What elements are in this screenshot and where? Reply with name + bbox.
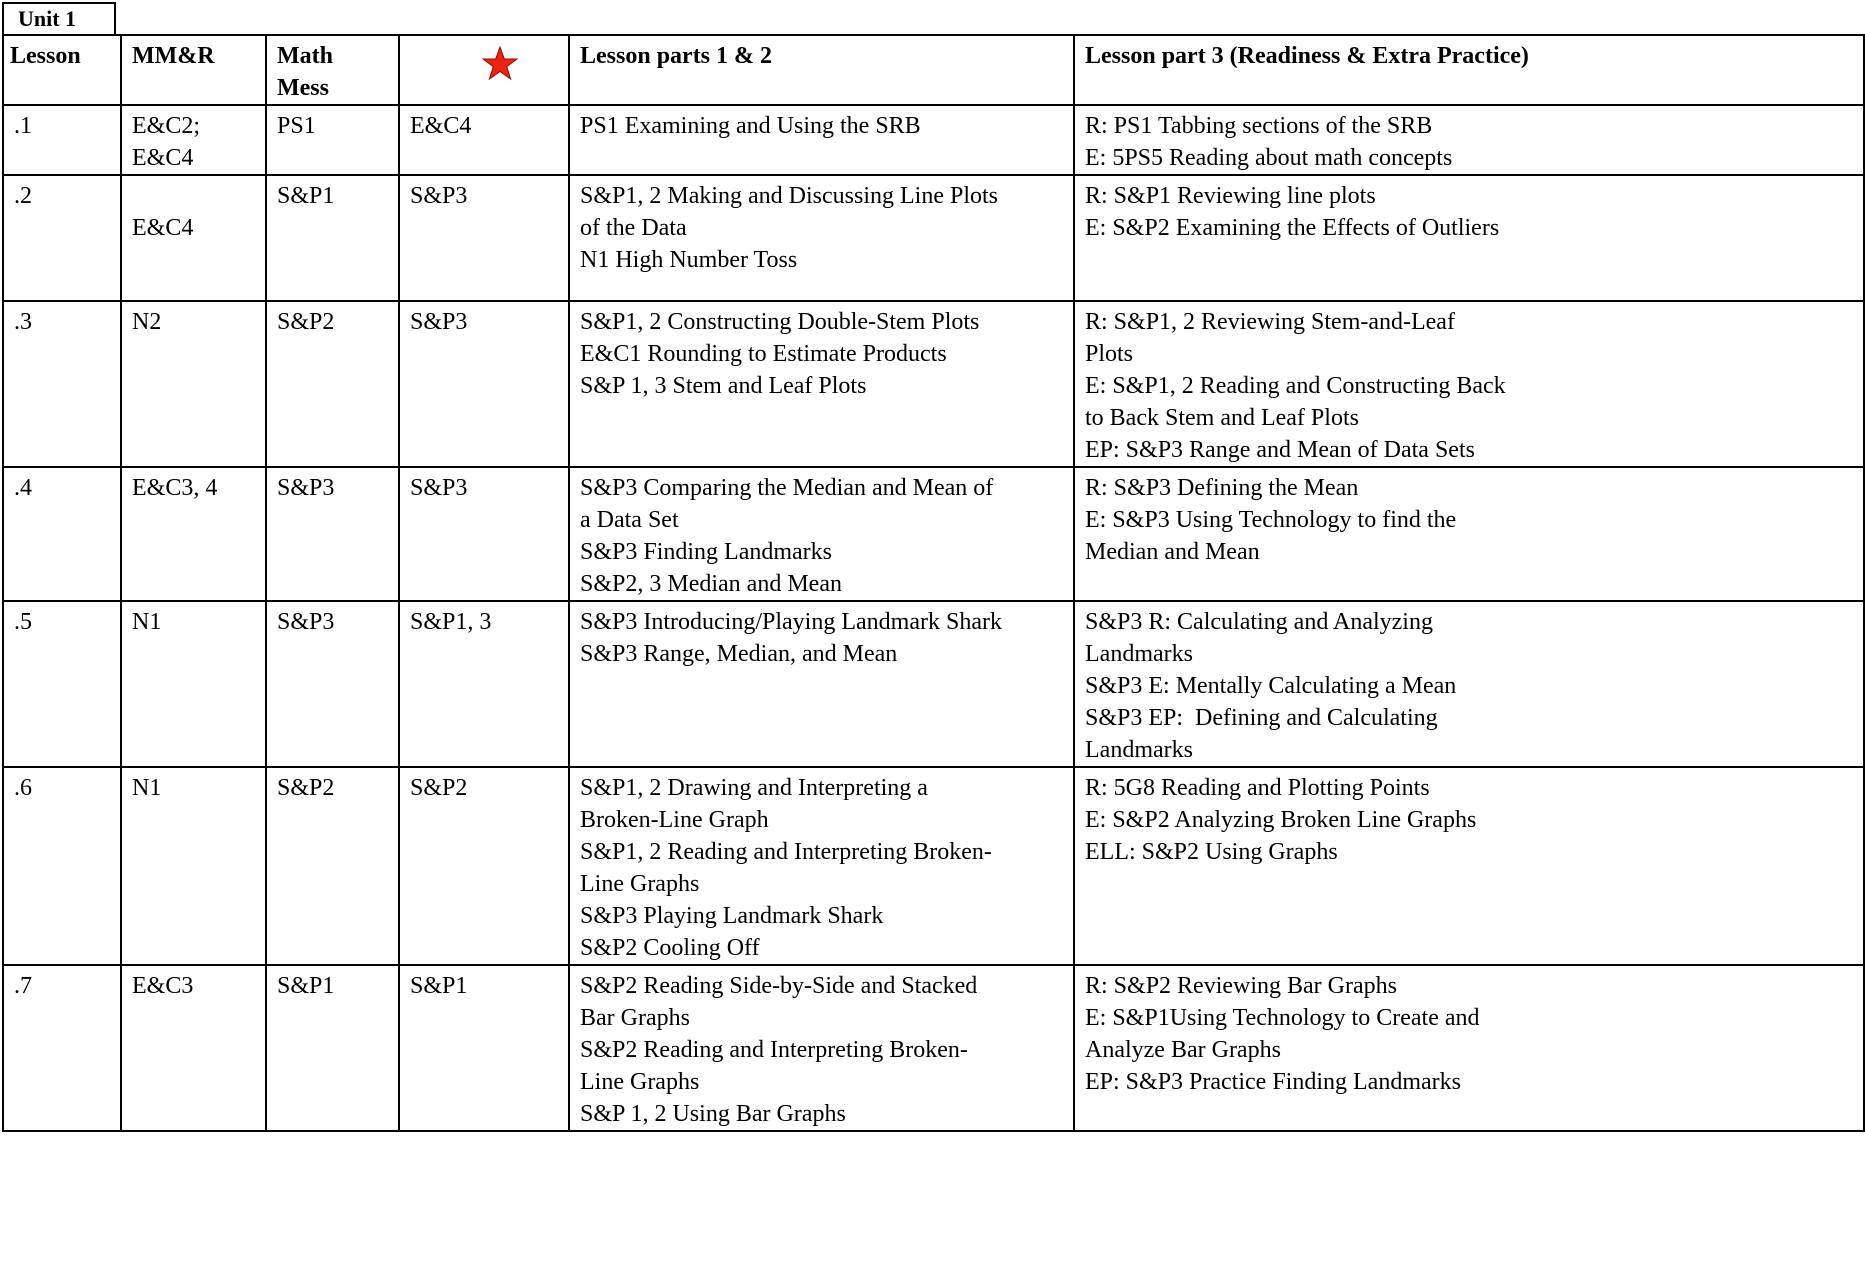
cell-mmr: [121, 105, 266, 175]
cell-parts12: [569, 767, 1074, 965]
header-math-mess: Math Mess: [266, 35, 399, 105]
table-row: [3, 105, 1864, 175]
cell-math-mess: [266, 467, 399, 601]
cell-line: ELL: S&P2 Using Graphs: [1085, 839, 1338, 865]
unit-label: Unit 1: [2, 2, 116, 34]
cell-part3: [1074, 601, 1864, 767]
cell-star: [399, 767, 569, 965]
red-star-icon: [482, 46, 518, 82]
cell-line: S&P1, 2 Drawing and Interpreting a: [580, 775, 928, 801]
table-row: [3, 965, 1864, 1131]
cell-line: S&P2 Reading Side-by-Side and Stacked: [580, 973, 978, 999]
cell-math-mess: [266, 301, 399, 467]
cell-line: S&P1: [277, 183, 335, 209]
lesson-number: .3: [3, 301, 121, 467]
cell-line: S&P3: [410, 183, 468, 209]
cell-parts12: [569, 301, 1074, 467]
cell-star: [399, 467, 569, 601]
table-row: [3, 175, 1864, 301]
cell-math-mess: [266, 105, 399, 175]
cell-line: E&C2;: [132, 113, 201, 139]
table-row: [3, 301, 1864, 467]
cell-parts12: [569, 467, 1074, 601]
cell-line: PS1: [277, 113, 316, 139]
cell-line: S&P3 Playing Landmark Shark: [580, 903, 884, 929]
cell-line: S&P1, 2 Constructing Double-Stem Plots: [580, 309, 980, 335]
cell-line: E: S&P1, 2 Reading and Constructing Back: [1085, 373, 1506, 399]
lesson-number: .7: [3, 965, 121, 1131]
cell-parts12: [569, 175, 1074, 301]
lesson-plan-table: [2, 34, 1865, 1132]
cell-line: Line Graphs: [580, 871, 700, 897]
header-mmr: MM&R: [121, 35, 266, 105]
cell-line: S&P2 Cooling Off: [580, 935, 760, 961]
cell-mmr: [121, 301, 266, 467]
cell-line: E&C4: [132, 215, 194, 241]
cell-part3: [1074, 301, 1864, 467]
cell-line: S&P3: [277, 609, 335, 635]
cell-line: R: S&P2 Reviewing Bar Graphs: [1085, 973, 1397, 999]
cell-line: R: S&P1 Reviewing line plots: [1085, 183, 1376, 209]
cell-line: S&P 1, 3 Stem and Leaf Plots: [580, 373, 867, 399]
cell-line: S&P3: [410, 475, 468, 501]
cell-line: [132, 180, 257, 212]
cell-line: S&P1, 2 Making and Discussing Line Plots: [580, 183, 999, 209]
header-part-3: Lesson part 3 (Readiness & Extra Practice): [1074, 35, 1864, 105]
cell-line: R: 5G8 Reading and Plotting Points: [1085, 775, 1430, 801]
cell-line: R: S&P1, 2 Reviewing Stem-and-Leaf: [1085, 309, 1455, 335]
lesson-number: .4: [3, 467, 121, 601]
cell-line: S&P 1, 2 Using Bar Graphs: [580, 1101, 846, 1127]
cell-part3: [1074, 965, 1864, 1131]
cell-line: E&C4: [132, 145, 194, 171]
cell-line: N1: [132, 609, 162, 635]
cell-line: N2: [132, 309, 162, 335]
table-row: [3, 467, 1864, 601]
cell-line: S&P3 E: Mentally Calculating a Mean: [1085, 673, 1457, 699]
cell-mmr: [121, 767, 266, 965]
cell-parts12: [569, 105, 1074, 175]
cell-line: Analyze Bar Graphs: [1085, 1037, 1281, 1063]
cell-line: E&C3: [132, 973, 194, 999]
cell-line: Median and Mean: [1085, 539, 1260, 565]
lesson-number: .1: [3, 105, 121, 175]
cell-star: [399, 965, 569, 1131]
cell-line: E&C4: [410, 113, 472, 139]
cell-line: S&P2, 3 Median and Mean: [580, 571, 842, 597]
cell-mmr: [121, 467, 266, 601]
header-parts-1-2: Lesson parts 1 & 2: [569, 35, 1074, 105]
cell-line: a Data Set: [580, 507, 679, 533]
cell-line: S&P3 Introducing/Playing Landmark Shark: [580, 609, 1002, 635]
cell-mmr: [121, 965, 266, 1131]
cell-line: E: S&P2 Examining the Effects of Outliers: [1085, 215, 1500, 241]
cell-line: S&P2: [277, 309, 335, 335]
cell-mmr: [121, 601, 266, 767]
cell-line: E&C1 Rounding to Estimate Products: [580, 341, 947, 367]
cell-line: Line Graphs: [580, 1069, 700, 1095]
cell-line: R: PS1 Tabbing sections of the SRB: [1085, 113, 1433, 139]
cell-line: S&P1: [410, 973, 468, 999]
cell-star: [399, 105, 569, 175]
cell-line: R: S&P3 Defining the Mean: [1085, 475, 1359, 501]
cell-line: Landmarks: [1085, 641, 1193, 667]
cell-line: to Back Stem and Leaf Plots: [1085, 405, 1359, 431]
cell-part3: [1074, 105, 1864, 175]
cell-line: Plots: [1085, 341, 1134, 367]
cell-line: S&P2: [277, 775, 335, 801]
cell-line: EP: S&P3 Practice Finding Landmarks: [1085, 1069, 1461, 1095]
header-lesson: Lesson: [3, 35, 121, 105]
cell-part3: [1074, 767, 1864, 965]
header-star: [399, 35, 569, 105]
cell-line: S&P3 Finding Landmarks: [580, 539, 833, 565]
cell-line: S&P2 Reading and Interpreting Broken-: [580, 1037, 968, 1063]
cell-line: N1: [132, 775, 162, 801]
cell-line: of the Data: [580, 215, 687, 241]
header-row: [3, 35, 1864, 105]
cell-line: Bar Graphs: [580, 1005, 690, 1031]
cell-parts12: [569, 965, 1074, 1131]
cell-line: N1 High Number Toss: [580, 247, 798, 273]
cell-mmr: [121, 175, 266, 301]
table-row: [3, 601, 1864, 767]
cell-star: [399, 175, 569, 301]
cell-line: S&P3 R: Calculating and Analyzing: [1085, 609, 1433, 635]
cell-line: PS1 Examining and Using the SRB: [580, 113, 921, 139]
table-row: [3, 767, 1864, 965]
cell-math-mess: [266, 601, 399, 767]
lesson-number: .2: [3, 175, 121, 301]
cell-line: E: S&P3 Using Technology to find the: [1085, 507, 1457, 533]
cell-line: S&P3 EP: Defining and Calculating: [1085, 705, 1438, 731]
cell-line: E: 5PS5 Reading about math concepts: [1085, 145, 1453, 171]
cell-star: [399, 601, 569, 767]
cell-line: S&P3 Comparing the Median and Mean of: [580, 475, 994, 501]
cell-line: S&P3 Range, Median, and Mean: [580, 641, 898, 667]
cell-line: S&P1, 3: [410, 609, 492, 635]
lesson-number: .5: [3, 601, 121, 767]
cell-line: Landmarks: [1085, 737, 1193, 763]
cell-line: S&P1: [277, 973, 335, 999]
cell-line: EP: S&P3 Range and Mean of Data Sets: [1085, 437, 1475, 463]
cell-math-mess: [266, 175, 399, 301]
cell-line: Broken-Line Graph: [580, 807, 769, 833]
lesson-number: .6: [3, 767, 121, 965]
cell-parts12: [569, 601, 1074, 767]
cell-line: S&P2: [410, 775, 468, 801]
cell-math-mess: [266, 767, 399, 965]
cell-line: S&P3: [410, 309, 468, 335]
cell-line: E: S&P1Using Technology to Create and: [1085, 1005, 1480, 1031]
cell-math-mess: [266, 965, 399, 1131]
cell-part3: [1074, 467, 1864, 601]
cell-line: S&P1, 2 Reading and Interpreting Broken-: [580, 839, 992, 865]
cell-line: E&C3, 4: [132, 475, 218, 501]
cell-star: [399, 301, 569, 467]
cell-line: S&P3: [277, 475, 335, 501]
cell-line: E: S&P2 Analyzing Broken Line Graphs: [1085, 807, 1477, 833]
cell-part3: [1074, 175, 1864, 301]
